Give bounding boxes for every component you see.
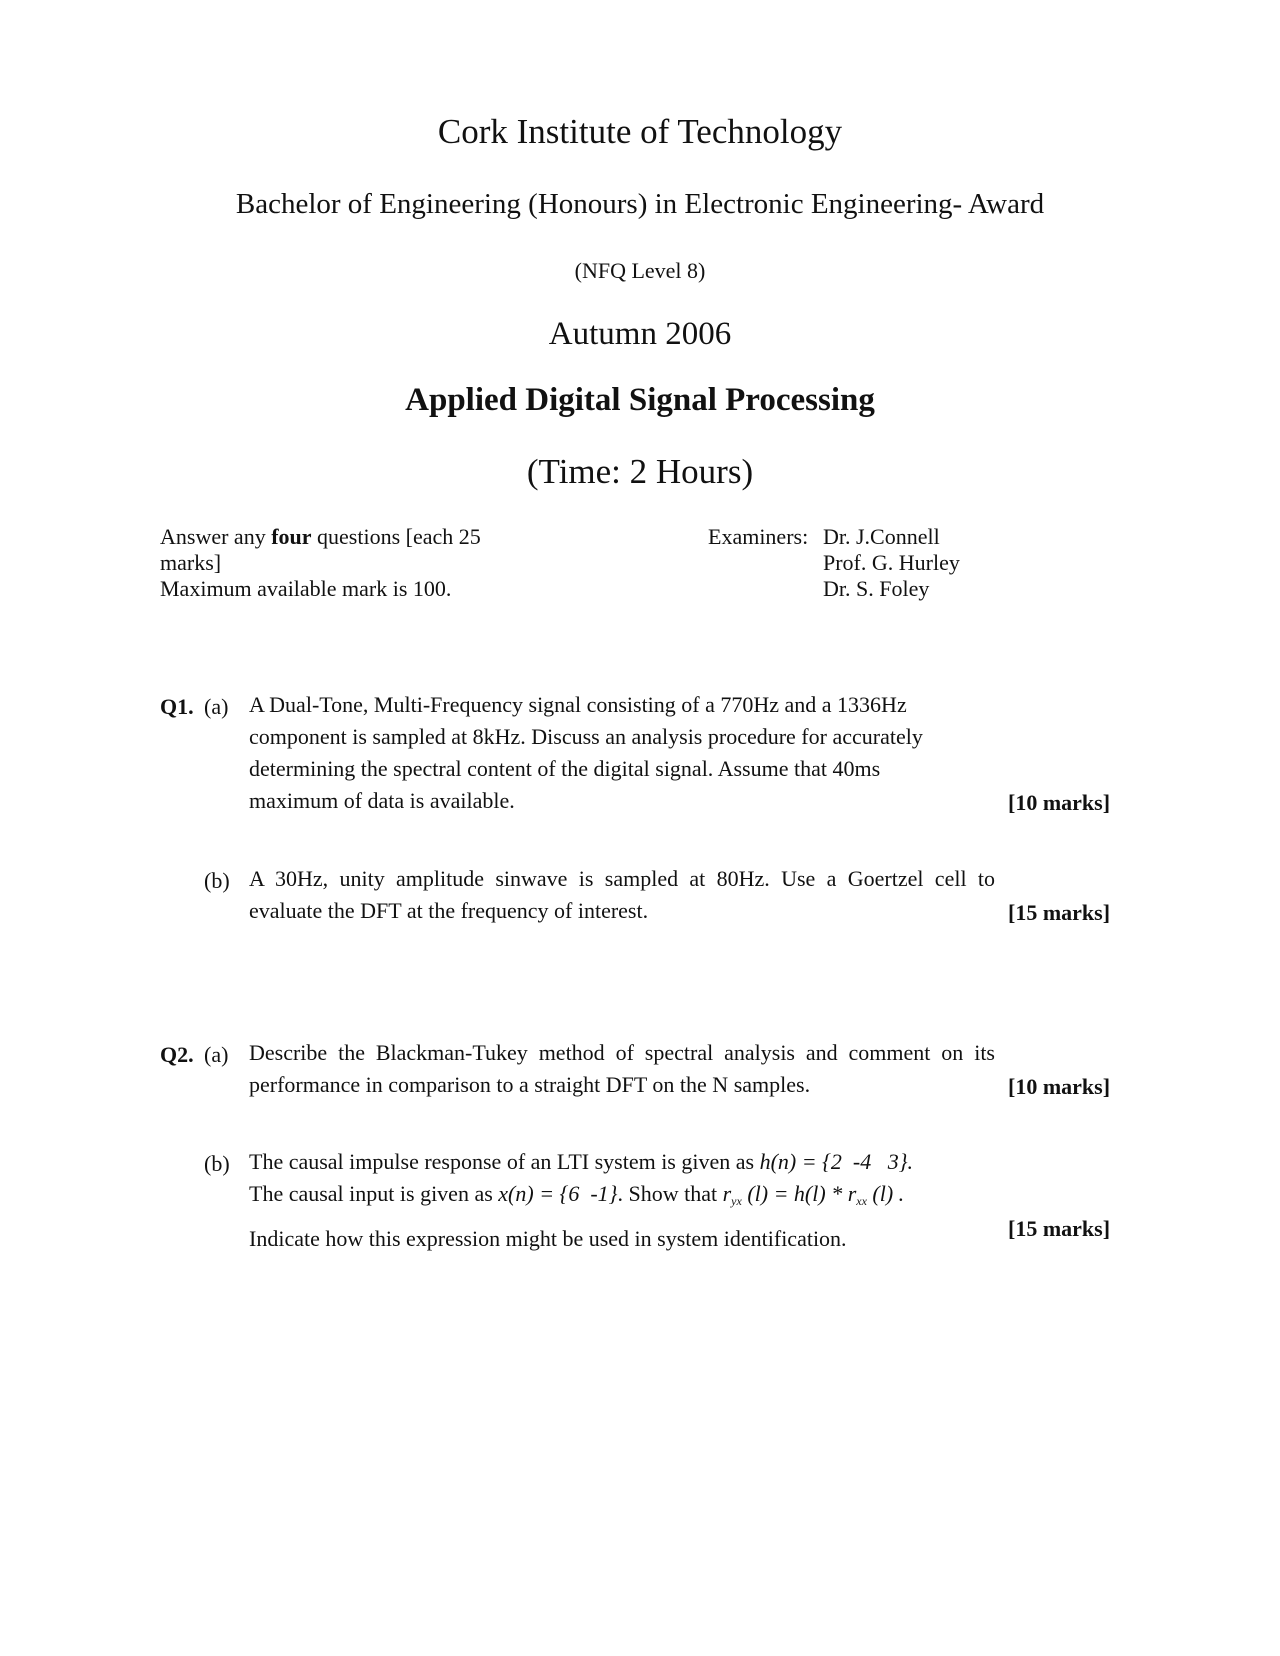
nfq-level: (NFQ Level 8) <box>574 258 706 283</box>
eq-symbol: r <box>847 1181 857 1206</box>
text-line: component is sampled at 8kHz. Discuss an analysis procedure for accurately <box>249 724 923 749</box>
programme-title: Bachelor of Engineering (Honours) in Electronic Engineering- Award <box>235 188 1045 220</box>
correlation-equation <box>723 1181 905 1206</box>
examiner-name: Dr. S. Foley <box>823 576 930 601</box>
text-line: Describe the Blackman-Tukey method of spectral analysis and comment on its <box>249 1040 995 1065</box>
q2-part-b-label: (b) <box>204 1151 230 1176</box>
examiner-name: Prof. G. Hurley <box>823 550 960 575</box>
q2-part-b-marks: [15 marks] <box>1008 1216 1111 1241</box>
q1-part-a-text <box>249 689 995 817</box>
answer-instruction <box>160 524 520 550</box>
examiner-name: Dr. J.Connell <box>823 524 940 549</box>
text-line <box>249 1146 995 1178</box>
examiners-list <box>823 524 960 602</box>
eq-part: (l) . <box>866 1181 905 1206</box>
question-number-q2: Q2. <box>160 1042 194 1067</box>
line-text: The causal impulse response of an LTI system is given as <box>249 1149 760 1174</box>
text-line: performance in comparison to a straight DFT on the N samples. <box>249 1072 811 1097</box>
exam-duration: (Time: 2 Hours) <box>526 452 754 491</box>
eq-part: (l) = h(l) * <box>741 1181 848 1206</box>
line-text: . Show that <box>617 1181 723 1206</box>
answer-instruction-cont: marks] <box>160 550 222 575</box>
q1-part-a-marks: [10 marks] <box>1008 790 1111 815</box>
impulse-response-expression: h(n) = {2 -4 3}. <box>759 1149 913 1174</box>
q1-part-a-label: (a) <box>204 694 229 719</box>
input-expression: x(n) = {6 -1} <box>498 1181 618 1206</box>
q2-part-b-text <box>249 1146 995 1255</box>
text-line: maximum of data is available. <box>249 788 515 813</box>
eq-subscript: yx <box>731 1194 742 1208</box>
answer-prefix: Answer any <box>160 524 272 549</box>
q2-part-a-label: (a) <box>204 1042 229 1067</box>
institution-name: Cork Institute of Technology <box>437 112 843 151</box>
q1-part-b-text <box>249 863 995 927</box>
q1-part-b-marks: [15 marks] <box>1008 900 1111 925</box>
line-text: The causal input is given as <box>249 1181 499 1206</box>
examiners-label: Examiners: <box>708 524 809 549</box>
eq-symbol: r <box>722 1181 732 1206</box>
text-line: determining the spectral content of the digital signal. Assume that 40ms <box>249 756 881 781</box>
exam-session: Autumn 2006 <box>548 316 732 352</box>
question-number-q1: Q1. <box>160 694 194 719</box>
max-mark-note: Maximum available mark is 100. <box>160 576 452 601</box>
subject-title: Applied Digital Signal Processing <box>405 382 875 418</box>
text-line: A Dual-Tone, Multi-Frequency signal consisting of a 770Hz and a 1336Hz <box>249 692 907 717</box>
eq-subscript: xx <box>856 1194 867 1208</box>
text-line: Indicate how this expression might be used in system identification. <box>249 1226 847 1251</box>
text-line: A 30Hz, unity amplitude sinwave is sampled at 80Hz. Use a Goertzel cell to <box>249 866 995 891</box>
text-line <box>249 1178 995 1217</box>
answer-count: four <box>271 524 312 549</box>
exam-instructions <box>160 524 520 602</box>
q2-part-a-marks: [10 marks] <box>1008 1074 1111 1099</box>
answer-suffix: questions [each 25 <box>311 524 481 549</box>
q1-part-b-label: (b) <box>204 868 230 893</box>
q2-part-a-text <box>249 1037 995 1101</box>
text-line: evaluate the DFT at the frequency of interest. <box>249 898 649 923</box>
